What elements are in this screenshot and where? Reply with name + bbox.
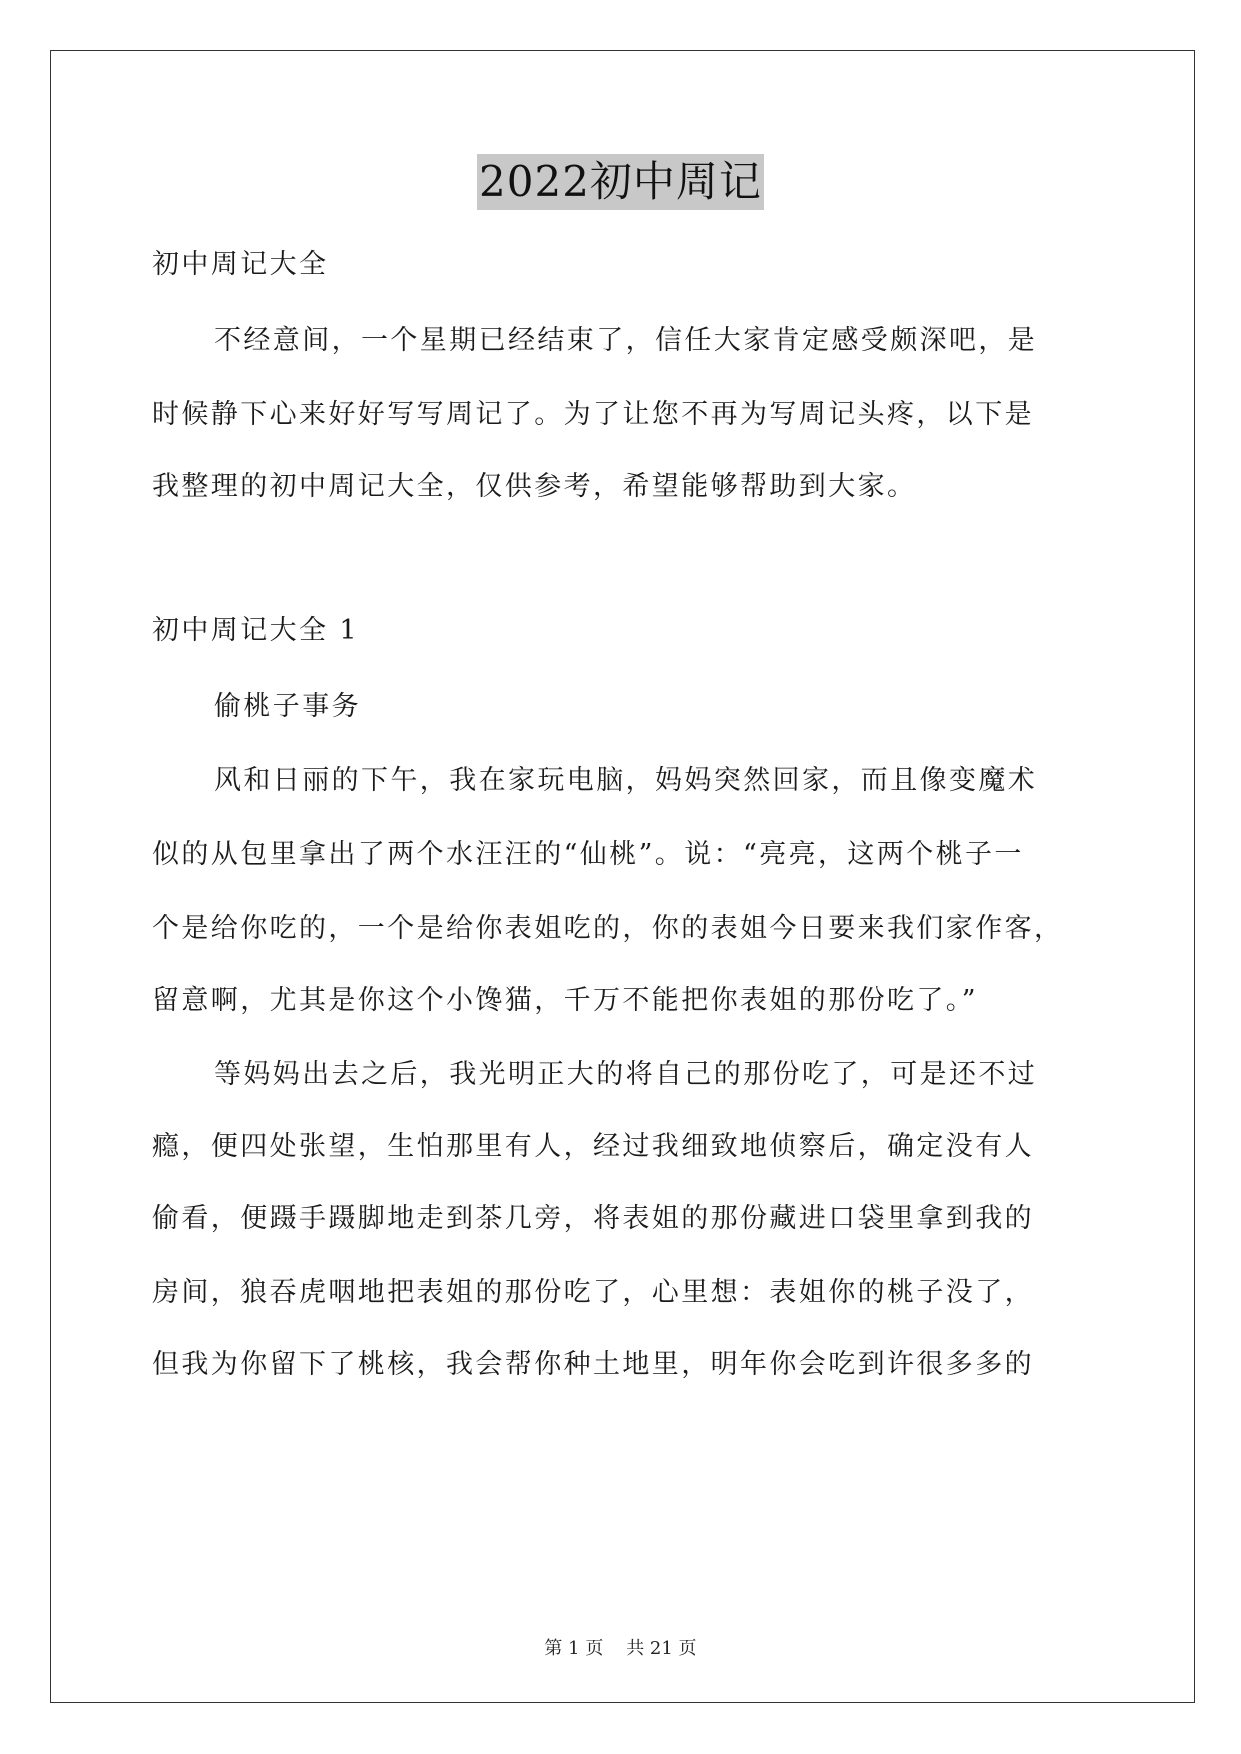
paragraph-line: 留意啊，尤其是你这个小馋猫，千万不能把你表姐的那份吃了。”: [152, 985, 978, 1016]
paragraph-line: 我整理的初中周记大全，仅供参考，希望能够帮助到大家。: [152, 471, 917, 502]
page-border: [50, 50, 1195, 1703]
paragraph-line: 房间，狼吞虎咽地把表姐的那份吃了，心里想：表姐你的桃子没了，: [152, 1277, 1034, 1308]
paragraph-line: 瘾，便四处张望，生怕那里有人，经过我细致地侦察后，确定没有人: [152, 1131, 1034, 1162]
paragraph-line: 不经意间，一个星期已经结束了，信任大家肯定感受颇深吧，是: [214, 325, 1038, 356]
paragraph-line: 时候静下心来好好写写周记了。为了让您不再为写周记头疼，以下是: [152, 399, 1034, 430]
story-title: 偷桃子事务: [214, 691, 361, 722]
paragraph-line: 风和日丽的下午，我在家玩电脑，妈妈突然回家，而且像变魔术: [214, 765, 1038, 796]
title-container: [0, 154, 1241, 210]
document-title: 2022初中周记: [477, 154, 764, 210]
page-number: 第 1 页 共 21 页: [544, 1638, 697, 1659]
paragraph-line: 似的从包里拿出了两个水汪汪的“仙桃”。说：“亮亮，这两个桃子一: [152, 839, 1024, 870]
paragraph-line: 但我为你留下了桃核，我会帮你种土地里，明年你会吃到许很多多的: [152, 1349, 1034, 1380]
page-footer: [0, 1634, 1241, 1660]
paragraph-line: 个是给你吃的，一个是给你表姐吃的，你的表姐今日要来我们家作客，: [152, 913, 1064, 944]
subsection-heading: 初中周记大全 1: [152, 615, 359, 646]
section-heading: 初中周记大全: [152, 249, 329, 280]
paragraph-line: 偷看，便蹑手蹑脚地走到茶几旁，将表姐的那份藏进口袋里拿到我的: [152, 1203, 1034, 1234]
paragraph-line: 等妈妈出去之后，我光明正大的将自己的那份吃了，可是还不过: [214, 1059, 1038, 1090]
